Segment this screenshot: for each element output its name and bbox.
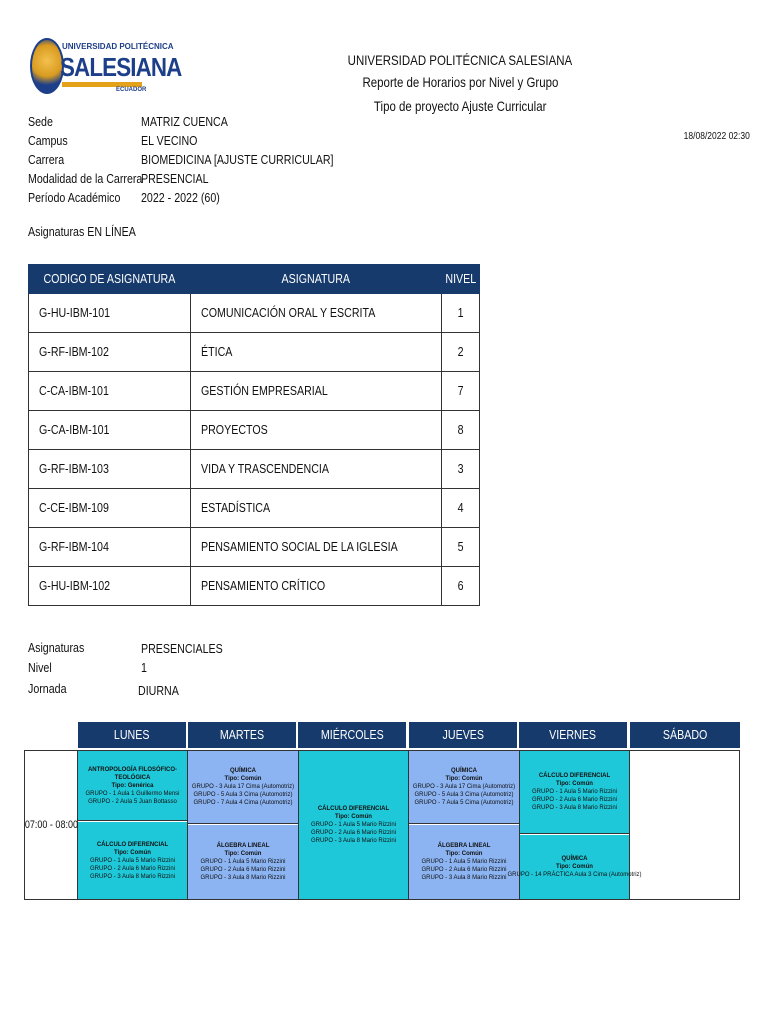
class-type: Tipo: Común (224, 851, 262, 857)
periodo-value: 2022 - 2022 (60) (141, 190, 220, 205)
class-group: GRUPO - 3 Aula 8 Mario Rizzini (531, 805, 618, 811)
subject-code: G-RF-IBM-104 (29, 528, 191, 567)
class-type: Tipo: Común (224, 776, 262, 782)
class-group: GRUPO - 1 Aula 5 Mario Rizzini (421, 859, 507, 865)
subject-level: 8 (441, 411, 480, 450)
subject-level: 4 (441, 489, 480, 528)
modalidad-label: Modalidad de la Carrera (28, 171, 143, 186)
subject-code: G-HU-IBM-101 (29, 294, 191, 333)
table-row (29, 528, 480, 567)
day-header-miercoles: MIÉRCOLES (298, 722, 406, 748)
class-block[interactable] (78, 822, 187, 899)
class-group: GRUPO - 3 Aula 17 Cima (Automotriz) (191, 784, 295, 790)
class-type: Tipo: Común (556, 781, 593, 787)
class-group: GRUPO - 2 Aula 6 Mario Rizzini (531, 797, 618, 803)
subject-code: G-CA-IBM-101 (29, 411, 191, 450)
online-subjects-table (28, 264, 480, 606)
day-header-martes: MARTES (188, 722, 296, 748)
sede-label: Sede (28, 114, 53, 129)
class-block[interactable] (299, 751, 408, 899)
report-title: Reporte de Horarios por Nivel y Grupo (362, 74, 558, 90)
class-title: ANTROPOLOGÍA FILOSÓFICO-TEOLÓGICA (87, 766, 178, 781)
class-type: Tipo: Genérica (111, 782, 154, 789)
class-block[interactable] (507, 835, 642, 899)
class-group: GRUPO - 7 Aula 4 Cima (Automotriz) (193, 800, 293, 806)
time-slot: 07:00 - 08:00 (25, 751, 78, 899)
nivel-label: Nivel (28, 660, 52, 675)
asignaturas-value: PRESENCIALES (141, 641, 223, 656)
periodo-label: Período Académico (28, 190, 121, 205)
logo-country-text: ECUADOR (116, 87, 147, 93)
class-group: GRUPO - 1 Aula 5 Mario Rizzini (200, 859, 286, 865)
table-row (29, 372, 480, 411)
subject-name: PENSAMIENTO SOCIAL DE LA IGLESIA (190, 528, 441, 567)
subject-name: ÉTICA (190, 333, 441, 372)
class-title: ÁLGEBRA LINEAL (216, 843, 270, 849)
table-header-row (29, 265, 480, 294)
class-type: Tipo: Común (114, 849, 151, 856)
class-group: GRUPO - 2 Aula 6 Mario Rizzini (200, 867, 286, 873)
class-block[interactable] (520, 751, 629, 834)
class-group: GRUPO - 5 Aula 3 Cima (Automotriz) (193, 792, 293, 798)
class-group: GRUPO - 7 Aula 5 Cima (Automotriz) (414, 800, 514, 806)
nivel-value: 1 (141, 660, 147, 675)
class-block[interactable] (78, 751, 187, 821)
class-group: GRUPO - 1 Aula 5 Mario Rizzini (89, 857, 176, 864)
table-row (29, 450, 480, 489)
carrera-label: Carrera (28, 152, 65, 167)
class-title: CÁLCULO DIFERENCIAL (317, 806, 390, 812)
subject-code: G-HU-IBM-102 (29, 567, 191, 606)
subject-name: VIDA Y TRASCENDENCIA (190, 450, 441, 489)
subject-name: PENSAMIENTO CRÍTICO (190, 567, 441, 606)
class-title: QUÍMICA (561, 856, 588, 862)
table-row (29, 567, 480, 606)
column-header-code: CODIGO DE ASIGNATURA (29, 265, 191, 294)
schedule-grid (24, 750, 740, 900)
jornada-label: Jornada (28, 681, 67, 696)
column-header-level: NIVEL (441, 265, 480, 294)
report-institution: UNIVERSIDAD POLITÉCNICA SALESIANA (347, 52, 573, 68)
class-group: GRUPO - 2 Aula 6 Mario Rizzini (310, 830, 397, 836)
subject-level: 3 (441, 450, 480, 489)
class-group: GRUPO - 3 Aula 17 Cima (Automotriz) (412, 784, 516, 790)
day-header-lunes: LUNES (78, 722, 186, 748)
class-group: GRUPO - 2 Aula 5 Juan Bottasso (88, 798, 177, 805)
class-title: QUÍMICA (451, 768, 477, 774)
day-column-lunes (78, 751, 188, 899)
column-header-subject: ASIGNATURA (190, 265, 441, 294)
day-column-martes (188, 751, 299, 899)
class-group: GRUPO - 1 Aula 5 Mario Rizzini (310, 822, 397, 828)
logo-main-text: SALESIANA (60, 52, 182, 82)
campus-label: Campus (28, 133, 68, 148)
subject-level: 5 (441, 528, 480, 567)
modalidad-value: PRESENCIAL (141, 171, 209, 186)
subject-name: PROYECTOS (190, 411, 441, 450)
class-group: GRUPO - 14 PRÁCTICA Aula 3 Cima (Automotriz) (507, 872, 642, 878)
class-block[interactable] (409, 751, 519, 824)
day-column-sabado (630, 751, 739, 899)
class-group: GRUPO - 1 Aula 5 Mario Rizzini (531, 789, 618, 795)
subject-name: ESTADÍSTICA (190, 489, 441, 528)
class-block[interactable] (188, 825, 298, 899)
class-group: GRUPO - 3 Aula 8 Mario Rizzini (310, 838, 397, 844)
class-block[interactable] (409, 825, 519, 899)
logo-top-text: UNIVERSIDAD POLITÉCNICA (62, 42, 174, 51)
class-block[interactable] (188, 751, 298, 824)
class-group: GRUPO - 5 Aula 3 Cima (Automotriz) (414, 792, 514, 798)
class-title: CÁLCULO DIFERENCIAL (538, 773, 611, 779)
campus-value: EL VECINO (141, 133, 198, 148)
day-column-jueves (409, 751, 520, 899)
class-type: Tipo: Común (556, 864, 593, 870)
class-group: GRUPO - 3 Aula 8 Mario Rizzini (421, 875, 507, 881)
table-row (29, 411, 480, 450)
report-timestamp: 18/08/2022 02:30 (683, 131, 750, 142)
subject-level: 7 (441, 372, 480, 411)
class-group: GRUPO - 2 Aula 6 Mario Rizzini (89, 865, 176, 872)
schedule-day-headers (78, 722, 740, 748)
subject-code: G-RF-IBM-103 (29, 450, 191, 489)
jornada-value: DIURNA (138, 683, 179, 698)
class-group: GRUPO - 2 Aula 6 Mario Rizzini (421, 867, 507, 873)
day-column-viernes (507, 751, 642, 899)
subject-level: 1 (441, 294, 480, 333)
subject-code: C-CE-IBM-109 (29, 489, 191, 528)
day-header-viernes: VIERNES (519, 722, 627, 748)
online-section-title: Asignaturas EN LÍNEA (28, 224, 136, 239)
carrera-value: BIOMEDICINA [AJUSTE CURRICULAR] (141, 152, 334, 167)
class-title: CÁLCULO DIFERENCIAL (96, 841, 169, 848)
subject-level: 6 (441, 567, 480, 606)
class-group: GRUPO - 3 Aula 8 Mario Rizzini (89, 873, 176, 880)
day-column-miercoles (299, 751, 409, 899)
class-title: ÁLGEBRA LINEAL (437, 843, 491, 849)
subject-level: 2 (441, 333, 480, 372)
day-header-jueves: JUEVES (409, 722, 517, 748)
subject-code: C-CA-IBM-101 (29, 372, 191, 411)
sede-value: MATRIZ CUENCA (141, 114, 228, 129)
table-row (29, 333, 480, 372)
class-type: Tipo: Común (335, 814, 372, 820)
university-logo (30, 34, 182, 96)
class-group: GRUPO - 1 Aula 1 Guillermo Mensi (85, 790, 180, 797)
asignaturas-label: Asignaturas (28, 640, 85, 655)
subject-code: G-RF-IBM-102 (29, 333, 191, 372)
logo-emblem-icon (30, 38, 64, 94)
table-row (29, 489, 480, 528)
subject-name: COMUNICACIÓN ORAL Y ESCRITA (190, 294, 441, 333)
day-header-sabado: SÁBADO (630, 722, 740, 748)
table-row (29, 294, 480, 333)
class-type: Tipo: Común (445, 776, 483, 782)
class-title: QUÍMICA (230, 768, 256, 774)
class-group: GRUPO - 3 Aula 8 Mario Rizzini (200, 875, 286, 881)
report-subtitle: Tipo de proyecto Ajuste Curricular (373, 98, 547, 114)
class-type: Tipo: Común (445, 851, 483, 857)
subject-name: GESTIÓN EMPRESARIAL (190, 372, 441, 411)
